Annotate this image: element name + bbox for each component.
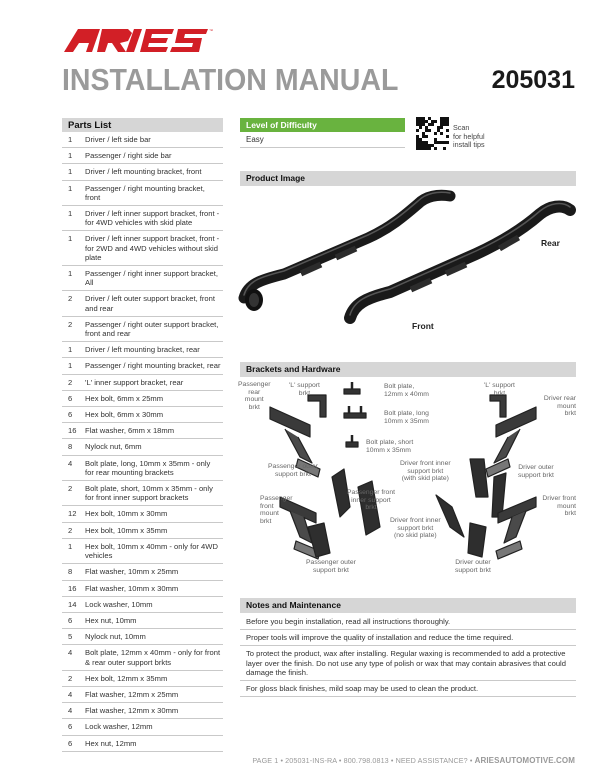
part-description: Passenger / right mounting bracket, rear (85, 361, 221, 371)
parts-list-row (62, 148, 223, 164)
bracket-label (260, 495, 293, 525)
parts-list-row (62, 407, 223, 423)
parts-list-row (62, 291, 223, 316)
parts-list-row (62, 317, 223, 342)
parts-list-row (62, 358, 223, 374)
parts-list-row (62, 391, 223, 407)
bracket-label (518, 464, 554, 479)
bracket-label (455, 559, 491, 574)
difficulty-box (240, 118, 405, 148)
part-description: Passenger / right mounting bracket, front (85, 183, 205, 202)
part-qty: 6 (68, 410, 73, 420)
part-qty: 1 (68, 345, 73, 355)
part-qty: 2 (68, 319, 73, 329)
label-line: mount (260, 510, 279, 518)
part-qty: 2 (68, 294, 73, 304)
parts-list-row (62, 687, 223, 703)
document-title: INSTALLATION MANUAL (62, 62, 399, 97)
part-qty: 1 (68, 269, 73, 279)
part-qty: 8 (68, 442, 73, 452)
label-line: Passenger front (347, 489, 395, 496)
qr-caption-line: install tips (453, 140, 485, 149)
part-qty: 2 (68, 673, 73, 683)
part-description: Hex bolt, 10mm x 35mm (85, 525, 168, 535)
part-qty: 12 (68, 509, 77, 519)
part-qty: 2 (68, 484, 73, 494)
label-line: Passenger (260, 495, 293, 502)
part-description: Lock washer, 12mm (85, 722, 153, 732)
label-line: 10mm x 35mm (366, 446, 411, 454)
parts-list-row (62, 456, 223, 481)
qr-caption-line: Scan (453, 123, 470, 132)
label-line: support brkt (455, 566, 491, 574)
parts-list-row (62, 613, 223, 629)
notes-heading: Notes and Maintenance (240, 598, 576, 613)
part-qty: 1 (68, 234, 73, 244)
part-description: Hex bolt, 6mm x 25mm (85, 393, 164, 403)
part-description: Bolt plate, 12mm x 40mm - only for front & rear outer support brkts (85, 648, 221, 667)
parts-list-row (62, 671, 223, 687)
parts-list-row (62, 266, 223, 291)
label-line: brkt (564, 410, 576, 418)
bracket-label (306, 559, 356, 574)
part-description: Flat washer, 10mm x 25mm (85, 567, 179, 577)
parts-list-row (62, 645, 223, 670)
part-qty: 2 (68, 525, 73, 535)
label-line: support brkt (397, 524, 434, 532)
bracket-label (268, 463, 318, 478)
label-line: Driver rear (543, 395, 576, 402)
bracket-label (384, 383, 429, 398)
part-qty: 1 (68, 135, 73, 144)
parts-list-row (62, 703, 223, 719)
rear-bar-label: Rear (541, 238, 560, 248)
label-line: brkt (298, 389, 311, 397)
label-line: brkt (493, 389, 506, 397)
label-line: 12mm x 40mm (384, 390, 429, 398)
footer-text: PAGE 1 • 205031-INS-RA • 800.798.0813 • NEED ASSISTANCE? • (252, 756, 475, 765)
parts-list-row (62, 581, 223, 597)
part-qty: 6 (68, 615, 73, 625)
front-bar-label: Front (412, 321, 434, 331)
parts-list-row (62, 564, 223, 580)
parts-list-row (62, 523, 223, 539)
part-description: Nylock nut, 10mm (85, 632, 146, 642)
side-bars-image (240, 186, 576, 336)
label-line: mount (557, 502, 576, 510)
part-description: Hex bolt, 12mm x 35mm (85, 673, 168, 683)
part-qty: 1 (68, 183, 73, 193)
bracket-label (400, 460, 451, 483)
part-description: Flat washer, 12mm x 30mm (85, 706, 179, 716)
parts-list-row (62, 423, 223, 439)
parts-list-row (62, 597, 223, 613)
label-line: rear (248, 388, 261, 396)
bracket-label (544, 395, 576, 418)
part-description: Flat washer, 12mm x 25mm (85, 689, 179, 699)
note-item: Before you begin installation, read all instructions thoroughly. (240, 614, 576, 630)
bracket-label (484, 382, 515, 397)
part-number: 205031 (491, 66, 575, 94)
label-line: support brkt (274, 470, 311, 478)
label-line: brkt (260, 517, 272, 525)
part-description: Driver / left mounting bracket, rear (85, 345, 200, 355)
difficulty-value: Easy (240, 132, 405, 148)
part-qty: 1 (68, 541, 73, 551)
label-line: Bolt plate, long (384, 410, 429, 417)
label-line: mount (557, 402, 576, 410)
part-qty: 14 (68, 599, 77, 609)
footer-website-link[interactable]: ARIESAUTOMOTIVE.COM (474, 756, 575, 765)
part-qty: 4 (68, 689, 73, 699)
part-description: Nylock nut, 6mm (85, 442, 142, 452)
part-qty: 8 (68, 567, 73, 577)
parts-list-row (62, 375, 223, 391)
part-description: Driver / left outer support bracket, front and rear (85, 294, 215, 313)
qr-code-icon[interactable] (416, 117, 449, 150)
parts-list-row (62, 439, 223, 455)
bracket-label (347, 489, 395, 512)
label-line: Driver outer (455, 559, 491, 566)
part-description: Driver / left inner support bracket, front - for 4WD vehicles with skid plate (85, 209, 220, 228)
part-qty: 2 (68, 377, 73, 387)
aries-logo (62, 25, 212, 55)
parts-list-heading: Parts List (62, 118, 223, 132)
part-description: Hex nut, 12mm (85, 738, 137, 748)
part-qty: 1 (68, 167, 73, 177)
part-description: Flat washer, 6mm x 18mm (85, 426, 175, 436)
part-qty: 1 (68, 151, 73, 161)
label-line: Passenger outer (268, 463, 318, 470)
label-line: (with skid plate) (401, 475, 449, 483)
label-line: Bolt plate, short (366, 439, 414, 446)
parts-list-body (62, 132, 223, 752)
parts-list (62, 118, 223, 752)
part-description: 'L' inner support bracket, rear (85, 377, 184, 387)
qr-caption (453, 124, 485, 150)
parts-list-row (62, 206, 223, 231)
parts-list-row (62, 506, 223, 522)
label-line: support brkt (407, 467, 444, 475)
part-description: Driver / left side bar (85, 135, 151, 144)
part-description: Hex bolt, 10mm x 30mm (85, 509, 168, 519)
part-qty: 1 (68, 209, 73, 219)
part-description: Hex nut, 10mm (85, 615, 137, 625)
note-item: For gloss black finishes, mild soap may be used to clean the product. (240, 681, 576, 697)
label-line: brkt (248, 403, 260, 411)
label-line: Driver front inner (400, 460, 451, 467)
svg-text:™: ™ (209, 28, 213, 33)
difficulty-heading: Level of Difficulty (240, 118, 405, 132)
label-line: Bolt plate, (384, 383, 415, 390)
label-line: (no skid plate) (393, 532, 437, 540)
label-line: support brkt (518, 471, 554, 479)
part-description: Passenger / right inner support bracket, All (85, 269, 218, 288)
parts-list-row (62, 629, 223, 645)
parts-list-row (62, 231, 223, 266)
parts-list-row (62, 342, 223, 358)
bracket-label (366, 439, 413, 454)
part-description: Flat washer, 10mm x 30mm (85, 583, 179, 593)
brackets-heading: Brackets and Hardware (240, 362, 576, 377)
parts-list-row (62, 719, 223, 735)
part-description: Passenger / right side bar (85, 151, 172, 161)
label-line: brkt (564, 510, 576, 518)
label-line: support brkt (312, 566, 349, 574)
label-line: mount (244, 396, 264, 404)
label-line: Driver front (542, 495, 576, 502)
product-image-heading: Product Image (240, 171, 576, 186)
parts-list-row (62, 181, 223, 206)
part-qty: 6 (68, 722, 73, 732)
part-description: Bolt plate, short, 10mm x 35mm - only for front inner support brackets (85, 484, 213, 503)
label-line: Passenger (238, 381, 271, 388)
part-qty: 4 (68, 458, 73, 468)
note-item: Proper tools will improve the quality of installation and reduce the time required. (240, 630, 576, 646)
part-description: Passenger / right outer support bracket, front and rear (85, 319, 219, 339)
part-qty: 6 (68, 393, 73, 403)
qr-caption-line: for helpful (453, 131, 485, 141)
page-footer (252, 756, 575, 765)
label-line: brkt (365, 504, 377, 512)
bracket-label (390, 517, 441, 540)
parts-list-row (62, 132, 223, 148)
part-qty: 4 (68, 648, 73, 658)
parts-list-row (62, 539, 223, 564)
note-item: To protect the product, wax after installing. Regular waxing is recommended to add a protective layer over the finish. Do not use any type of polish or wax that may contain abrasives that could damage the finish. (240, 646, 576, 681)
bracket-label (238, 381, 271, 411)
parts-list-row (62, 164, 223, 180)
part-description: Hex bolt, 10mm x 40mm - only for 4WD vehicles (85, 541, 218, 561)
bracket-label (384, 410, 429, 425)
label-line: 'L' support (289, 382, 320, 389)
part-description: Driver / left inner support bracket, front - for 2WD and 4WD vehicles without skid plate (85, 234, 220, 262)
label-line: Driver outer (518, 464, 554, 471)
bracket-label (542, 495, 576, 518)
part-description: Hex bolt, 6mm x 30mm (85, 410, 164, 420)
part-qty: 5 (68, 632, 73, 642)
part-description: Bolt plate, long, 10mm x 35mm - only for rear mounting brackets (85, 458, 211, 477)
part-qty: 16 (68, 426, 77, 436)
part-qty: 1 (68, 361, 73, 371)
part-qty: 16 (68, 583, 77, 593)
label-line: inner support (351, 496, 391, 504)
part-description: Driver / left mounting bracket, front (85, 167, 202, 177)
bracket-label (289, 382, 320, 397)
parts-list-row (62, 736, 223, 752)
label-line: front (260, 502, 274, 510)
part-description: Lock washer, 10mm (85, 599, 153, 609)
label-line: 'L' support (484, 382, 515, 389)
part-qty: 4 (68, 706, 73, 716)
part-qty: 6 (68, 738, 73, 748)
parts-list-row (62, 481, 223, 506)
label-line: Driver front inner (390, 517, 441, 524)
notes-list (240, 614, 576, 697)
label-line: 10mm x 35mm (384, 417, 429, 425)
label-line: Passenger outer (306, 559, 356, 566)
